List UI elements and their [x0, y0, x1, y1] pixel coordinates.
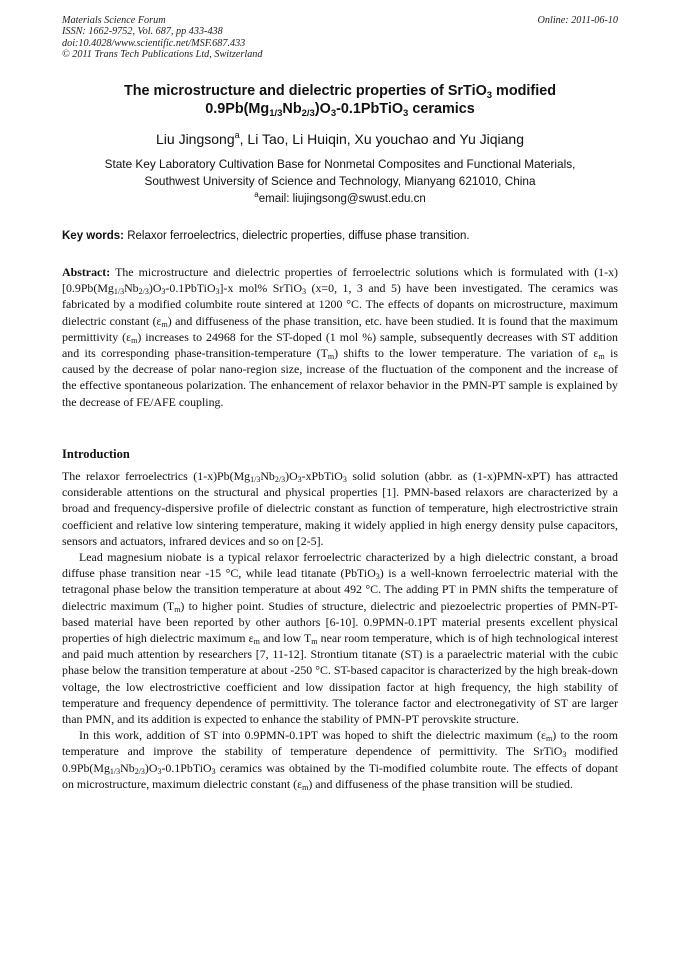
intro-paragraph-1: The relaxor ferroelectrics $(1-x)Pb(Mg_{1/3}Nb_{2/3})O_3-xPbTiO_3$ solid solution (abbr. as (1-x)PMN-xPT) has attracted considerable attentions on the structural and physical properties [1]. PMN-based relaxors are characterized by a broad and frequency-dispersive profile of dielectric constant as function of temperature, high electrostrictive strain coefficient and relative low sintering temperature, making it widely applied in high energy density pulse capacitors, sensors and actuators, infrared devices and so on [2-5].	[62, 469, 618, 548]
abstract-label: Abstract:	[62, 265, 111, 279]
author-list: Liu Jingsong$^a$, Li Tao, Li Huiqin, Xu youchao and Yu Jiqiang	[156, 130, 524, 147]
section-heading-introduction: Introduction	[62, 447, 130, 461]
keywords: Key words: Relaxor ferroelectrics, dielectric properties, diffuse phase transition.	[62, 230, 470, 242]
journal-name: Materials Science Forum	[62, 15, 166, 26]
author-email[interactable]: $^a$email: liujingsong@swust.edu.cn	[254, 190, 426, 205]
journal-copyright: © 2011 Trans Tech Publications Ltd, Switzerland	[62, 48, 263, 60]
online-date: Online: 2011-06-10	[537, 15, 618, 26]
journal-issn: ISSN: 1662-9752, Vol. 687, pp 433-438	[62, 26, 223, 38]
affiliation: State Key Laboratory Cultivation Base for Nonmetal Composites and Functional Materials, Southwest University of Science and Technology, Mianyang 621010, China	[104, 157, 576, 188]
journal-doi[interactable]: doi:10.4028/www.scientific.net/MSF.687.433	[62, 37, 246, 49]
intro-paragraph-3: In this work, addition of ST into 0.9PMN-0.1PT was hoped to shift the dielectric maximum $(\varepsilon_m)$ to the room temperature and improve the stability of temperature dependence of permittivity. The SrTiO$_3$ modified $0.9Pb(Mg_{1/3}Nb_{2/3})O_3-0.1PbTiO_3$ ceramics was obtained by the Ti-modified columbite route. The effects of dopant on microstructure, maximum dielectric constant $(\varepsilon_m)$ and diffuseness of the phase transition will be studied.	[62, 728, 618, 792]
abstract: Abstract: The microstructure and dielectric properties of ferroelectric solutions which is formulated with $(1-x)[0.9Pb(Mg_{1/3}Nb_{2/3})O_3-0.1PbTiO_3]-x$ mol% SrTiO$_3$ (x=0, 1, 3 and 5) have been investigated. The ceramics was fabricated by a modified columbite route sintered at 1200 °C. The effects of dopants on microstructure, maximum dielectric constant $(\varepsilon_m)$ and diffuseness of the phase transition, etc. have been studied. It is found that the maximum permittivity $(\varepsilon_m)$ increases to 24968 for the ST-doped (1 mol %) sample, subsequently decreases with ST addition and its corresponding phase-transition-temperature $(T_m)$ shifts to the lower temperature. The variation of $\varepsilon_m$ is caused by the decrease of polar nano-region size, increase of the fluctuation of the component and the increase of the effective spontaneous polarization. The enhancement of relaxor behavior in the PMN-PT sample is explained by the decrease of FE/AFE coupling.	[62, 265, 618, 409]
title-line-2: $0.9Pb(Mg_{1/3}Nb_{2/3})O_3-0.1PbTiO_3$ ceramics	[205, 101, 475, 119]
introduction-body	[62, 468, 618, 792]
paper-title	[62, 82, 618, 118]
title-line-1: The microstructure and dielectric properties of SrTiO$_3$ modified	[123, 83, 557, 101]
keywords-label: Key words:	[62, 230, 124, 242]
intro-paragraph-2: Lead magnesium niobate is a typical relaxor ferroelectric characterized by a high dielectric constant, a broad diffuse phase transition near -15 °C, while lead titanate (PbTiO$_3$) is a well-known ferroelectric material with the tetragonal phase below the transition temperature at about 492 °C. The adding PT in PMN shifts the temperature of dielectric maximum $(T_m)$ to higher point. Studies of structure, dielectric and piezoelectric properties of PMN-PT-based material have been reported by other authors [6-10]. 0.9PMN-0.1PT material presents excellent physical properties of high dielectric maximum $\varepsilon_m$ and low $T_m$ near room temperature, which is of high technological interest and paid much attention by researchers [7, 11-12]. Strontium titanate (ST) is a paraelectric material with the cubic phase below the transition temperature at about -250 °C. ST-based capacitor is characterized by the high break-down voltage, the low electrostrictive coefficient and low dissipation factor at high frequency, the high stability of temperature and frequency dependence of permittivity. The tolerance factor and electronegativity of ST are larger than PMN, and its addition is expected to enhance the stability of PMN-PT perovskite structure.	[62, 550, 619, 727]
journal-header	[62, 15, 618, 60]
